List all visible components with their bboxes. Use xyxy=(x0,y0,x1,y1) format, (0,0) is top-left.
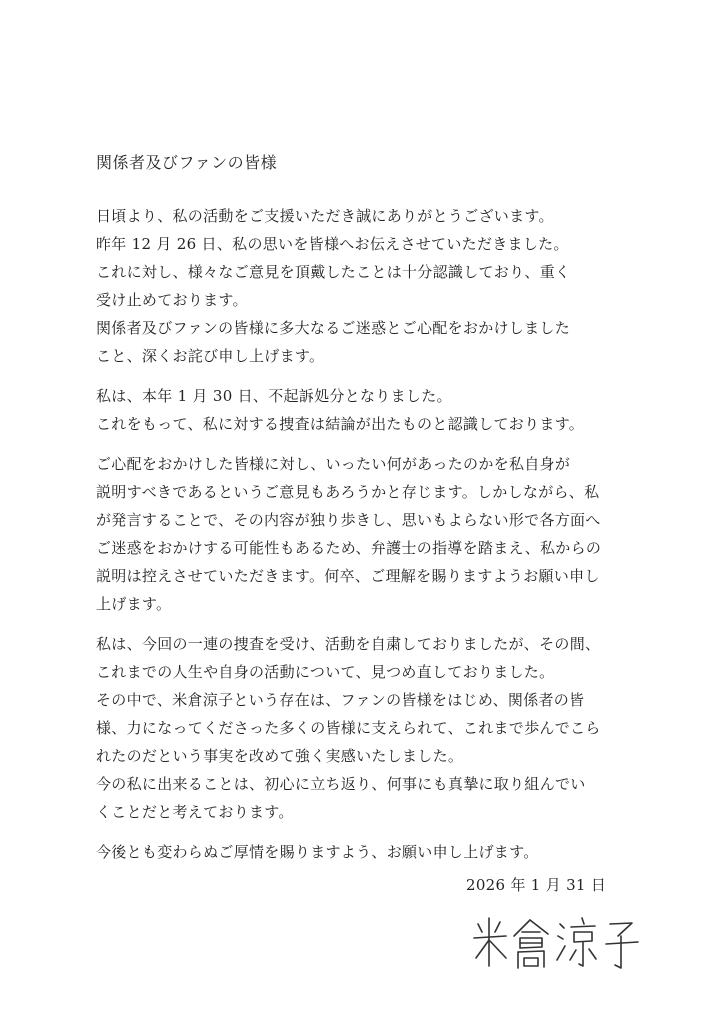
paragraph-resolve xyxy=(96,770,636,826)
paragraph-opinions xyxy=(96,258,636,314)
paragraph-investigation-concluded xyxy=(96,410,636,438)
paragraph-apology xyxy=(96,314,636,370)
text-line: 私は、本年 1 月 30 日、不起訴処分となりました。 xyxy=(96,387,452,405)
text-line: が発言することで、その内容が独り歩きし、思いもよらない形で各方面へ xyxy=(96,511,601,529)
paragraph-self-restraint xyxy=(96,630,636,686)
text-line: 上げます。 xyxy=(96,595,172,613)
text-line: 受け止めております。 xyxy=(96,291,248,309)
text-line: ご心配をおかけした皆様に対し、いったい何があったのかを私自身が xyxy=(96,455,571,473)
text-line: これをもって、私に対する捜査は結論が出たものと認識しております。 xyxy=(96,415,585,433)
paragraph-greeting xyxy=(96,202,636,230)
letter-date: 2026 年 1 月 31 日 xyxy=(466,876,607,894)
letter-body xyxy=(96,202,636,866)
text-line: 日頃より、私の活動をご支援いただき誠にありがとうございます。 xyxy=(96,207,554,225)
text-line: 説明は控えさせていただきます。何卒、ご理解を賜りますようお願い申し xyxy=(96,567,600,585)
paragraph-explanation xyxy=(96,450,636,618)
paragraph-gratitude xyxy=(96,686,636,770)
text-line: 関係者及びファンの皆様に多大なるご迷惑とご心配をおかけしました xyxy=(96,319,571,337)
paragraph-closing xyxy=(96,838,636,866)
text-line: ご迷惑をおかけする可能性もあるため、弁護士の指導を踏まえ、私からの xyxy=(96,539,602,557)
text-line: くことだと考えております。 xyxy=(96,803,294,821)
text-line: 様、力になってくださった多くの皆様に支えられて、これまで歩んでこら xyxy=(96,719,601,737)
text-line: これに対し、様々なご意見を頂戴したことは十分認識しており、重く xyxy=(96,263,571,281)
letter-addressee: 関係者及びファンの皆様 xyxy=(96,153,278,172)
text-line: 今後とも変わらぬご厚情を賜りますよう、お願い申し上げます。 xyxy=(96,843,539,861)
text-line: 今の私に出来ることは、初心に立ち返り、何事にも真摯に取り組んでい xyxy=(96,775,586,793)
paragraph-previous-statement xyxy=(96,230,636,258)
text-line: その中で、米倉涼子という存在は、ファンの皆様をはじめ、関係者の皆 xyxy=(96,691,585,709)
paragraph-non-prosecution xyxy=(96,382,636,410)
text-line: 昨年 12 月 26 日、私の思いを皆様へお伝えさせていただきました。 xyxy=(96,235,569,253)
text-line: これまでの人生や自身の活動について、見つめ直しておりました。 xyxy=(96,663,555,681)
handwritten-signature xyxy=(468,914,648,976)
text-line: 私は、今回の一連の捜査を受け、活動を自粛しておりましたが、その間、 xyxy=(96,635,601,653)
text-line: こと、深くお詫び申し上げます。 xyxy=(96,347,325,365)
text-line: れたのだという事実を改めて強く実感いたしました。 xyxy=(96,747,464,765)
text-line: 説明すべきであるというご意見もあろうかと存じます。しかしながら、私 xyxy=(96,483,600,501)
